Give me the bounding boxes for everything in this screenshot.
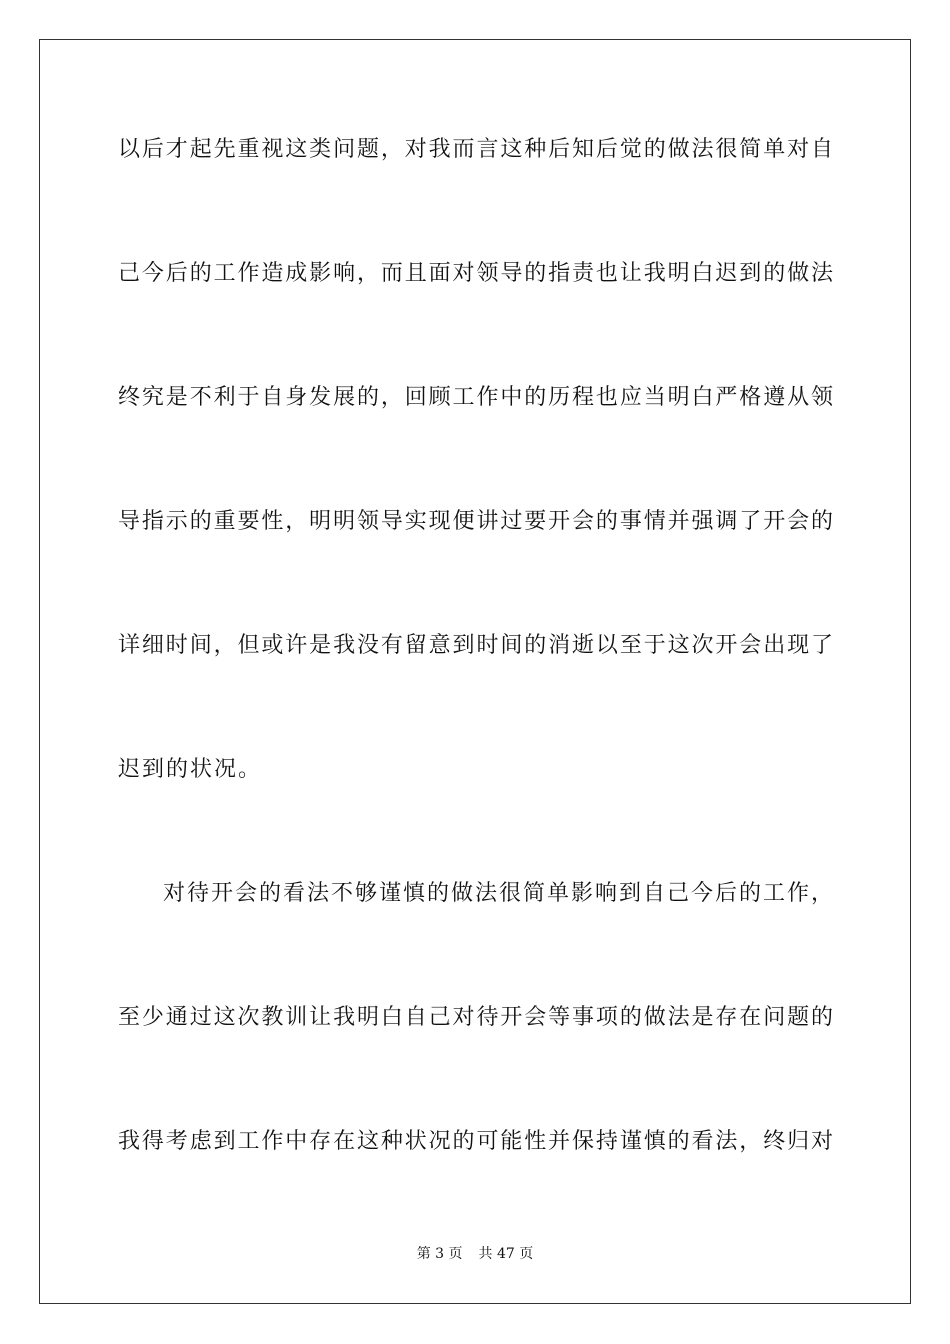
body-line-7: 对待开会的看法不够谨慎的做法很简单影响到自己今后的工作， xyxy=(163,881,833,906)
body-line-4: 导指示的重要性，明明领导实现便讲过要开会的事情并强调了开会的 xyxy=(118,509,833,534)
body-line-8: 至少通过这次教训让我明白自己对待开会等事项的做法是存在问题的 xyxy=(118,1005,833,1030)
body-line-2: 己今后的工作造成影响，而且面对领导的指责也让我明白迟到的做法 xyxy=(118,261,833,286)
body-line-6: 迟到的状况。 xyxy=(118,757,263,782)
page-number: 第 3 页 xyxy=(416,1246,463,1262)
body-line-5: 详细时间，但或许是我没有留意到时间的消逝以至于这次开会出现了 xyxy=(118,633,833,658)
page-total: 共 47 页 xyxy=(478,1246,534,1262)
body-line-1: 以后才起先重视这类问题，对我而言这种后知后觉的做法很简单对自 xyxy=(118,137,833,162)
page-frame xyxy=(39,39,911,1304)
body-line-3: 终究是不利于自身发展的，回顾工作中的历程也应当明白严格遵从领 xyxy=(118,385,833,410)
page-footer xyxy=(0,1245,950,1263)
body-line-9: 我得考虑到工作中存在这种状况的可能性并保持谨慎的看法，终归对 xyxy=(118,1129,833,1154)
